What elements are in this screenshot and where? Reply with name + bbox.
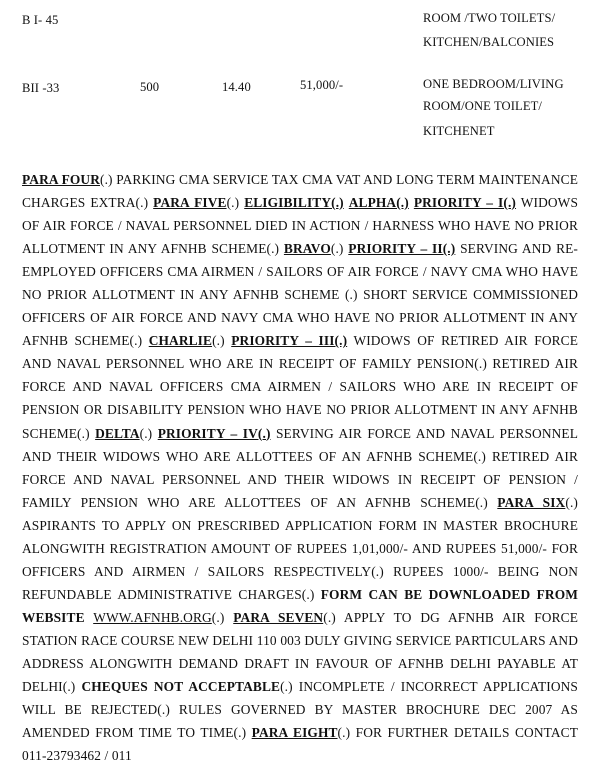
para-six-heading: PARA SIX	[497, 494, 566, 510]
body-text: (.)	[211, 609, 234, 625]
row2-description-line3: KITCHENET	[423, 124, 495, 138]
para-eight-heading: PARA EIGHT	[251, 725, 338, 741]
body-text: WIDOWS OF AIR FORCE / NAVAL PERSONNEL DIED IN ACTION / HARNESS WHO HAVE NO PRIOR ALLOTMENT IN ANY AFNHB SCHEME(.)	[22, 195, 579, 257]
row1-flat-type: B I- 45	[22, 13, 59, 27]
body-text: (.)	[212, 333, 232, 349]
alpha-heading: ALPHA(.)	[348, 195, 409, 211]
body-text: WIDOWS OF RETIRED AIR FORCE AND NAVAL PERSONNEL WHO ARE IN RECEIPT OF FAMILY PENSION(.) RETIRED AIR FORCE AND NAVAL OFFICERS CMA AIRMEN / SAILORS WHO ARE IN RECEIPT OF PENSION OR DISABILITY PENSION WHO HAVE NO PRIOR ALLOTMENT IN ANY AFNHB SCHEME(.)	[22, 333, 579, 441]
body-text: (.) FOR FURTHER DETAILS CONTACT 011-23793462 / 011	[22, 725, 578, 764]
eligibility-heading: ELIGIBILITY(.)	[244, 195, 344, 211]
body-text: (.) APPLY TO DG AFNHB AIR FORCE STATION RACE COURSE NEW DELHI 110 003 DULY GIVING SERVICE PARTICULARS AND ADDRESS ALONGWITH DEMAND DRAFT IN FAVOUR OF AFNHB DELHI PAYABLE AT DELHI(.)	[22, 609, 579, 695]
para-four-heading: PARA FOUR	[22, 172, 100, 187]
body-text	[85, 610, 94, 625]
form-download-notice: FORM CAN BE DOWNLOADED FROM WEBSITE	[22, 586, 579, 625]
website-link[interactable]: WWW.AFNHB.ORG	[93, 609, 212, 625]
charlie-heading: CHARLIE	[148, 333, 213, 349]
cheques-notice: CHEQUES NOT ACCEPTABLE	[81, 679, 281, 695]
row2-number: 500	[140, 80, 160, 94]
para-seven-heading: PARA SEVEN	[233, 609, 324, 625]
row1-description-line2: KITCHEN/BALCONIES	[423, 35, 555, 49]
body-text: (.)	[330, 241, 349, 257]
row2-description-line1: ONE BEDROOM/LIVING	[423, 77, 564, 91]
row2-flat-type: BII -33	[22, 81, 60, 95]
priority-3-heading: PRIORITY – III(.)	[231, 333, 348, 349]
priority-2-heading: PRIORITY – II(.)	[348, 241, 456, 257]
row2-description-line2: ROOM/ONE TOILET/	[423, 99, 543, 113]
bravo-heading: BRAVO	[283, 241, 331, 257]
priority-4-heading: PRIORITY – IV(.)	[157, 425, 271, 441]
body-text: (.) INCOMPLETE / INCORRECT APPLICATIONS WILL BE REJECTED(.) RULES GOVERNED BY MASTER BROCHURE DEC 2007 AS AMENDED FROM TIME TO TIME(.)	[22, 679, 578, 741]
body-paragraph	[22, 168, 578, 767]
body-text: (.) PARKING CMA SERVICE TAX CMA VAT AND LONG TERM MAINTENANCE CHARGES EXTRA(.)	[22, 172, 578, 211]
priority-1-heading: PRIORITY – I(.)	[413, 195, 517, 211]
body-text: (.) ASPIRANTS TO APPLY ON PRESCRIBED APPLICATION FORM IN MASTER BROCHURE ALONGWITH REGISTRATION AMOUNT OF RUPEES 1,01,000/- AND RUPEES 51,000/- FOR OFFICERS AND AIRMEN / SAILORS RESPECTIVELY(.) RUPEES 1000/- BEING NON REFUNDABLE ADMINISTRATIVE CHARGES(.)	[22, 494, 578, 602]
body-text: (.)	[139, 425, 158, 441]
body-text: (.)	[226, 195, 245, 211]
row2-cost: 51,000/-	[300, 78, 344, 92]
body-text: SERVING AIR FORCE AND NAVAL PERSONNEL AND THEIR WIDOWS WHO ARE ALLOTTEES OF AN AFNHB SCHEME(.) RETIRED AIR FORCE AND NAVAL PERSONNEL AND THEIR WIDOWS IN RECEIPT OF PENSION / FAMILY PENSION WHO ARE ALLOTTEES OF AN AFNHB SCHEME(.)	[22, 425, 578, 510]
row2-area: 14.40	[222, 80, 251, 94]
body-text: SERVING AND RE-EMPLOYED OFFICERS CMA AIRMEN / SAILORS OF AIR FORCE / NAVY CMA WHO HAVE NO PRIOR ALLOTMENT IN ANY AFNHB SCHEME (.) SHORT SERVICE COMMISSIONED OFFICERS OF AIR FORCE AND NAVY CMA WHO HAVE NO PRIOR ALLOTMENT IN ANY AFNHB SCHEME(.)	[22, 241, 579, 349]
delta-heading: DELTA	[95, 425, 140, 441]
para-five-heading: PARA FIVE	[153, 195, 227, 211]
row1-description-line1: ROOM /TWO TOILETS/	[423, 11, 556, 25]
